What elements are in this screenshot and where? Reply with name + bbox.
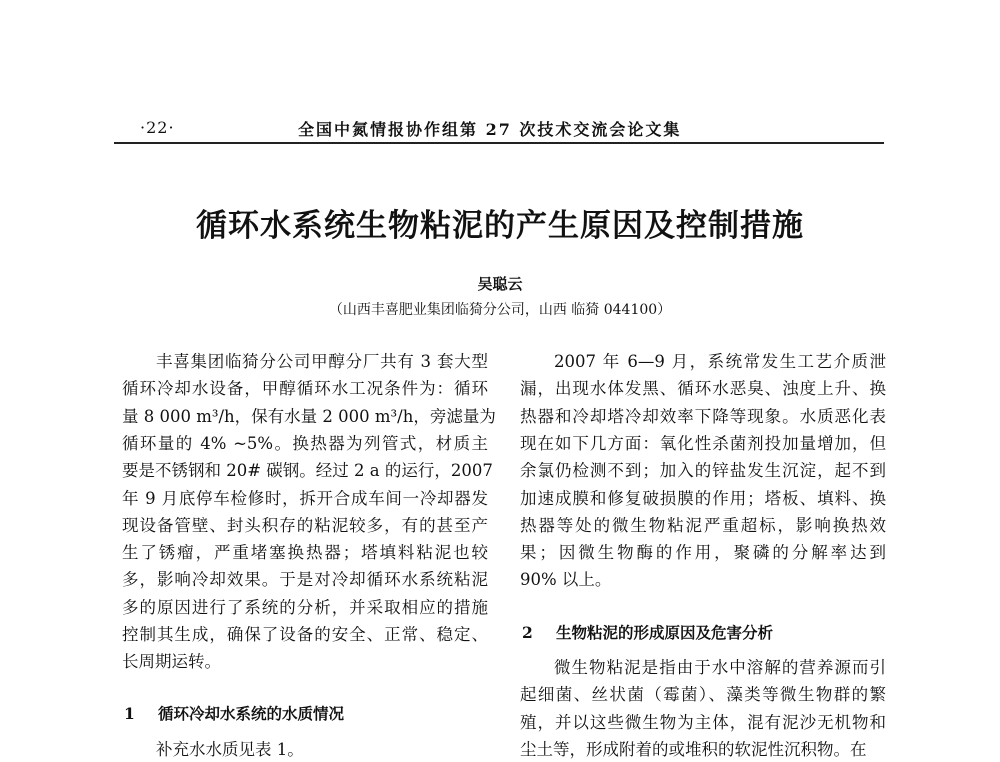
header-rule	[114, 142, 884, 144]
author: 吴聪云	[477, 275, 523, 293]
text-line: 2007 年 6—9 月，系统常发生工艺介质泄	[554, 352, 886, 371]
text-line: 多，影响冷却效果。于是对冷却循环水系统粘泥	[122, 570, 488, 590]
text-line: 生了锈瘤，严重堵塞换热器；塔填料粘泥也较	[122, 543, 488, 563]
text-line: 加速成膜和修复破损膜的作用；塔板、填料、换	[520, 488, 886, 508]
affiliation: （山西丰喜肥业集团临猗分公司，山西 临猗 044100）	[328, 302, 672, 318]
text-line: 热器和冷却塔冷却效率下降等现象。水质恶化表	[520, 406, 886, 426]
text-line: 现在如下几方面：氧化性杀菌剂投加量增加，但	[520, 433, 886, 453]
section-number: 2	[522, 623, 533, 642]
article-title: 循环水系统生物粘泥的产生原因及控制措施	[196, 208, 804, 244]
text-line: 微生物粘泥是指由于水中溶解的营养源而引	[554, 658, 886, 677]
page-number: ·22·	[140, 118, 175, 137]
text-line: 尘土等，形成附着的或堆积的软泥性沉积物。在	[520, 739, 867, 759]
text-line: 补充水水质见表 1。	[156, 740, 304, 759]
text-line: 多的原因进行了系统的分析，并采取相应的措施	[122, 597, 488, 617]
text-line: 长周期运转。	[122, 652, 221, 672]
text-line: 热器等处的微生物粘泥严重超标，影响换热效	[520, 515, 886, 535]
text-line: 丰喜集团临猗分公司甲醇分厂共有 3 套大型	[156, 352, 488, 371]
section-title: 生物粘泥的形成原因及危害分析	[556, 623, 774, 642]
text-line: 余氯仍检测不到；加入的锌盐发生沉淀，起不到	[520, 461, 886, 481]
text-line: 量 8 000 m³/h，保有水量 2 000 m³/h，旁滤量为	[122, 406, 496, 426]
text-line: 现设备管壁、封头积存的粘泥较多，有的甚至产	[122, 515, 488, 535]
text-line: 起细菌、丝状菌（霉菌）、藻类等微生物群的繁	[520, 685, 886, 705]
text-line: 殖，并以这些微生物为主体，混有泥沙无机物和	[520, 712, 886, 732]
section-heading	[522, 621, 773, 643]
text-line: 循环冷却水设备，甲醇循环水工况条件为：循环	[122, 379, 488, 399]
section-number: 1	[124, 704, 135, 723]
section-title: 循环冷却水系统的水质情况	[158, 704, 345, 723]
text-line: 要是不锈钢和 20# 碳钢。经过 2 a 的运行，2007	[122, 461, 493, 481]
text-line: 90% 以上。	[520, 570, 612, 590]
text-line: 年 9 月底停车检修时，拆开合成车间一冷却器发	[122, 488, 488, 508]
text-line: 漏，出现水体发黑、循环水恶臭、浊度上升、换	[520, 379, 886, 399]
text-line: 果；因微生物酶的作用，聚磷的分解率达到	[520, 543, 886, 563]
section-heading	[124, 702, 344, 724]
text-line: 控制其生成，确保了设备的安全、正常、稳定、	[122, 625, 488, 644]
text-line: 循环量的 4% ~5%。换热器为列管式，材质主	[122, 433, 488, 453]
running-title: 全国中氮情报协作组第 27 次技术交流会论文集	[298, 120, 682, 139]
